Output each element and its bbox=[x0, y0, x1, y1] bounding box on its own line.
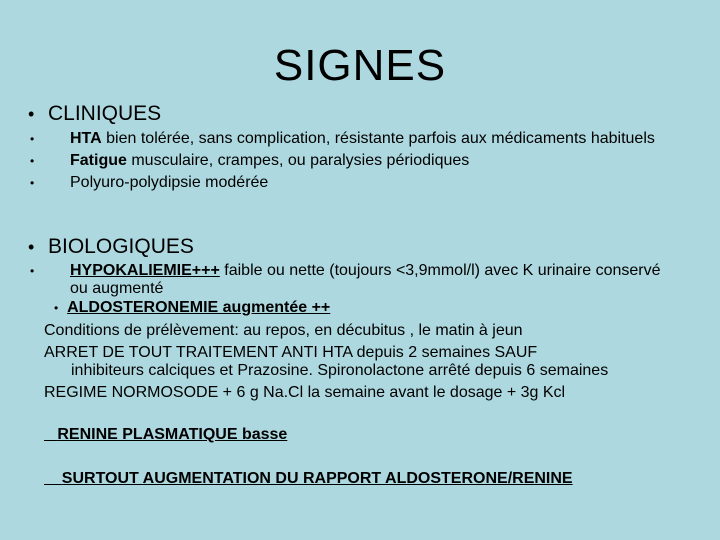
regime-line: REGIME NORMOSODE + 6 g Na.Cl la semaine avant le dosage + 3g Kcl bbox=[44, 384, 566, 401]
cliniques-list bbox=[28, 130, 680, 196]
bullet-icon: • bbox=[30, 264, 35, 278]
bullet-icon: • bbox=[54, 301, 59, 315]
heading-biologiques: • BIOLOGIQUES bbox=[28, 235, 194, 258]
bullet-icon: • bbox=[30, 176, 35, 190]
biologiques-list bbox=[28, 262, 680, 302]
renine-line: RENINE PLASMATIQUE basse bbox=[57, 426, 288, 443]
slide-title: SIGNES bbox=[273, 41, 447, 90]
bullet-icon: • bbox=[30, 154, 35, 168]
list-item: • Polyuro-polydipsie modérée bbox=[30, 174, 269, 191]
list-item: • HYPOKALIEMIE+++ faible ou nette (toujours <3,9mmol/l) avec K urinaire conservé ou augmenté bbox=[30, 262, 661, 297]
bullet-icon: • bbox=[28, 237, 35, 257]
bullet-icon: • bbox=[28, 104, 35, 124]
conditions-line: Conditions de prélèvement: au repos, en décubitus , le matin à jeun bbox=[44, 322, 523, 339]
aldosteronemie-line: • ALDOSTERONEMIE augmentée ++ bbox=[54, 299, 331, 316]
list-item: • HTA bien tolérée, sans complication, résistante parfois aux médicaments habituels bbox=[30, 130, 655, 147]
heading-cliniques: • CLINIQUES bbox=[28, 102, 162, 125]
arret-line-continued: inhibiteurs calciques et Prazosine. Spironolactone arrêté depuis 6 semaines bbox=[71, 362, 609, 379]
bullet-icon: • bbox=[30, 132, 35, 146]
surtout-line: SURTOUT AUGMENTATION DU RAPPORT ALDOSTERONE/RENINE bbox=[61, 470, 573, 487]
list-item: • Fatigue musculaire, crampes, ou paralysies périodiques bbox=[30, 152, 470, 169]
arret-line: ARRET DE TOUT TRAITEMENT ANTI HTA depuis 2 semaines SAUF bbox=[44, 344, 538, 361]
